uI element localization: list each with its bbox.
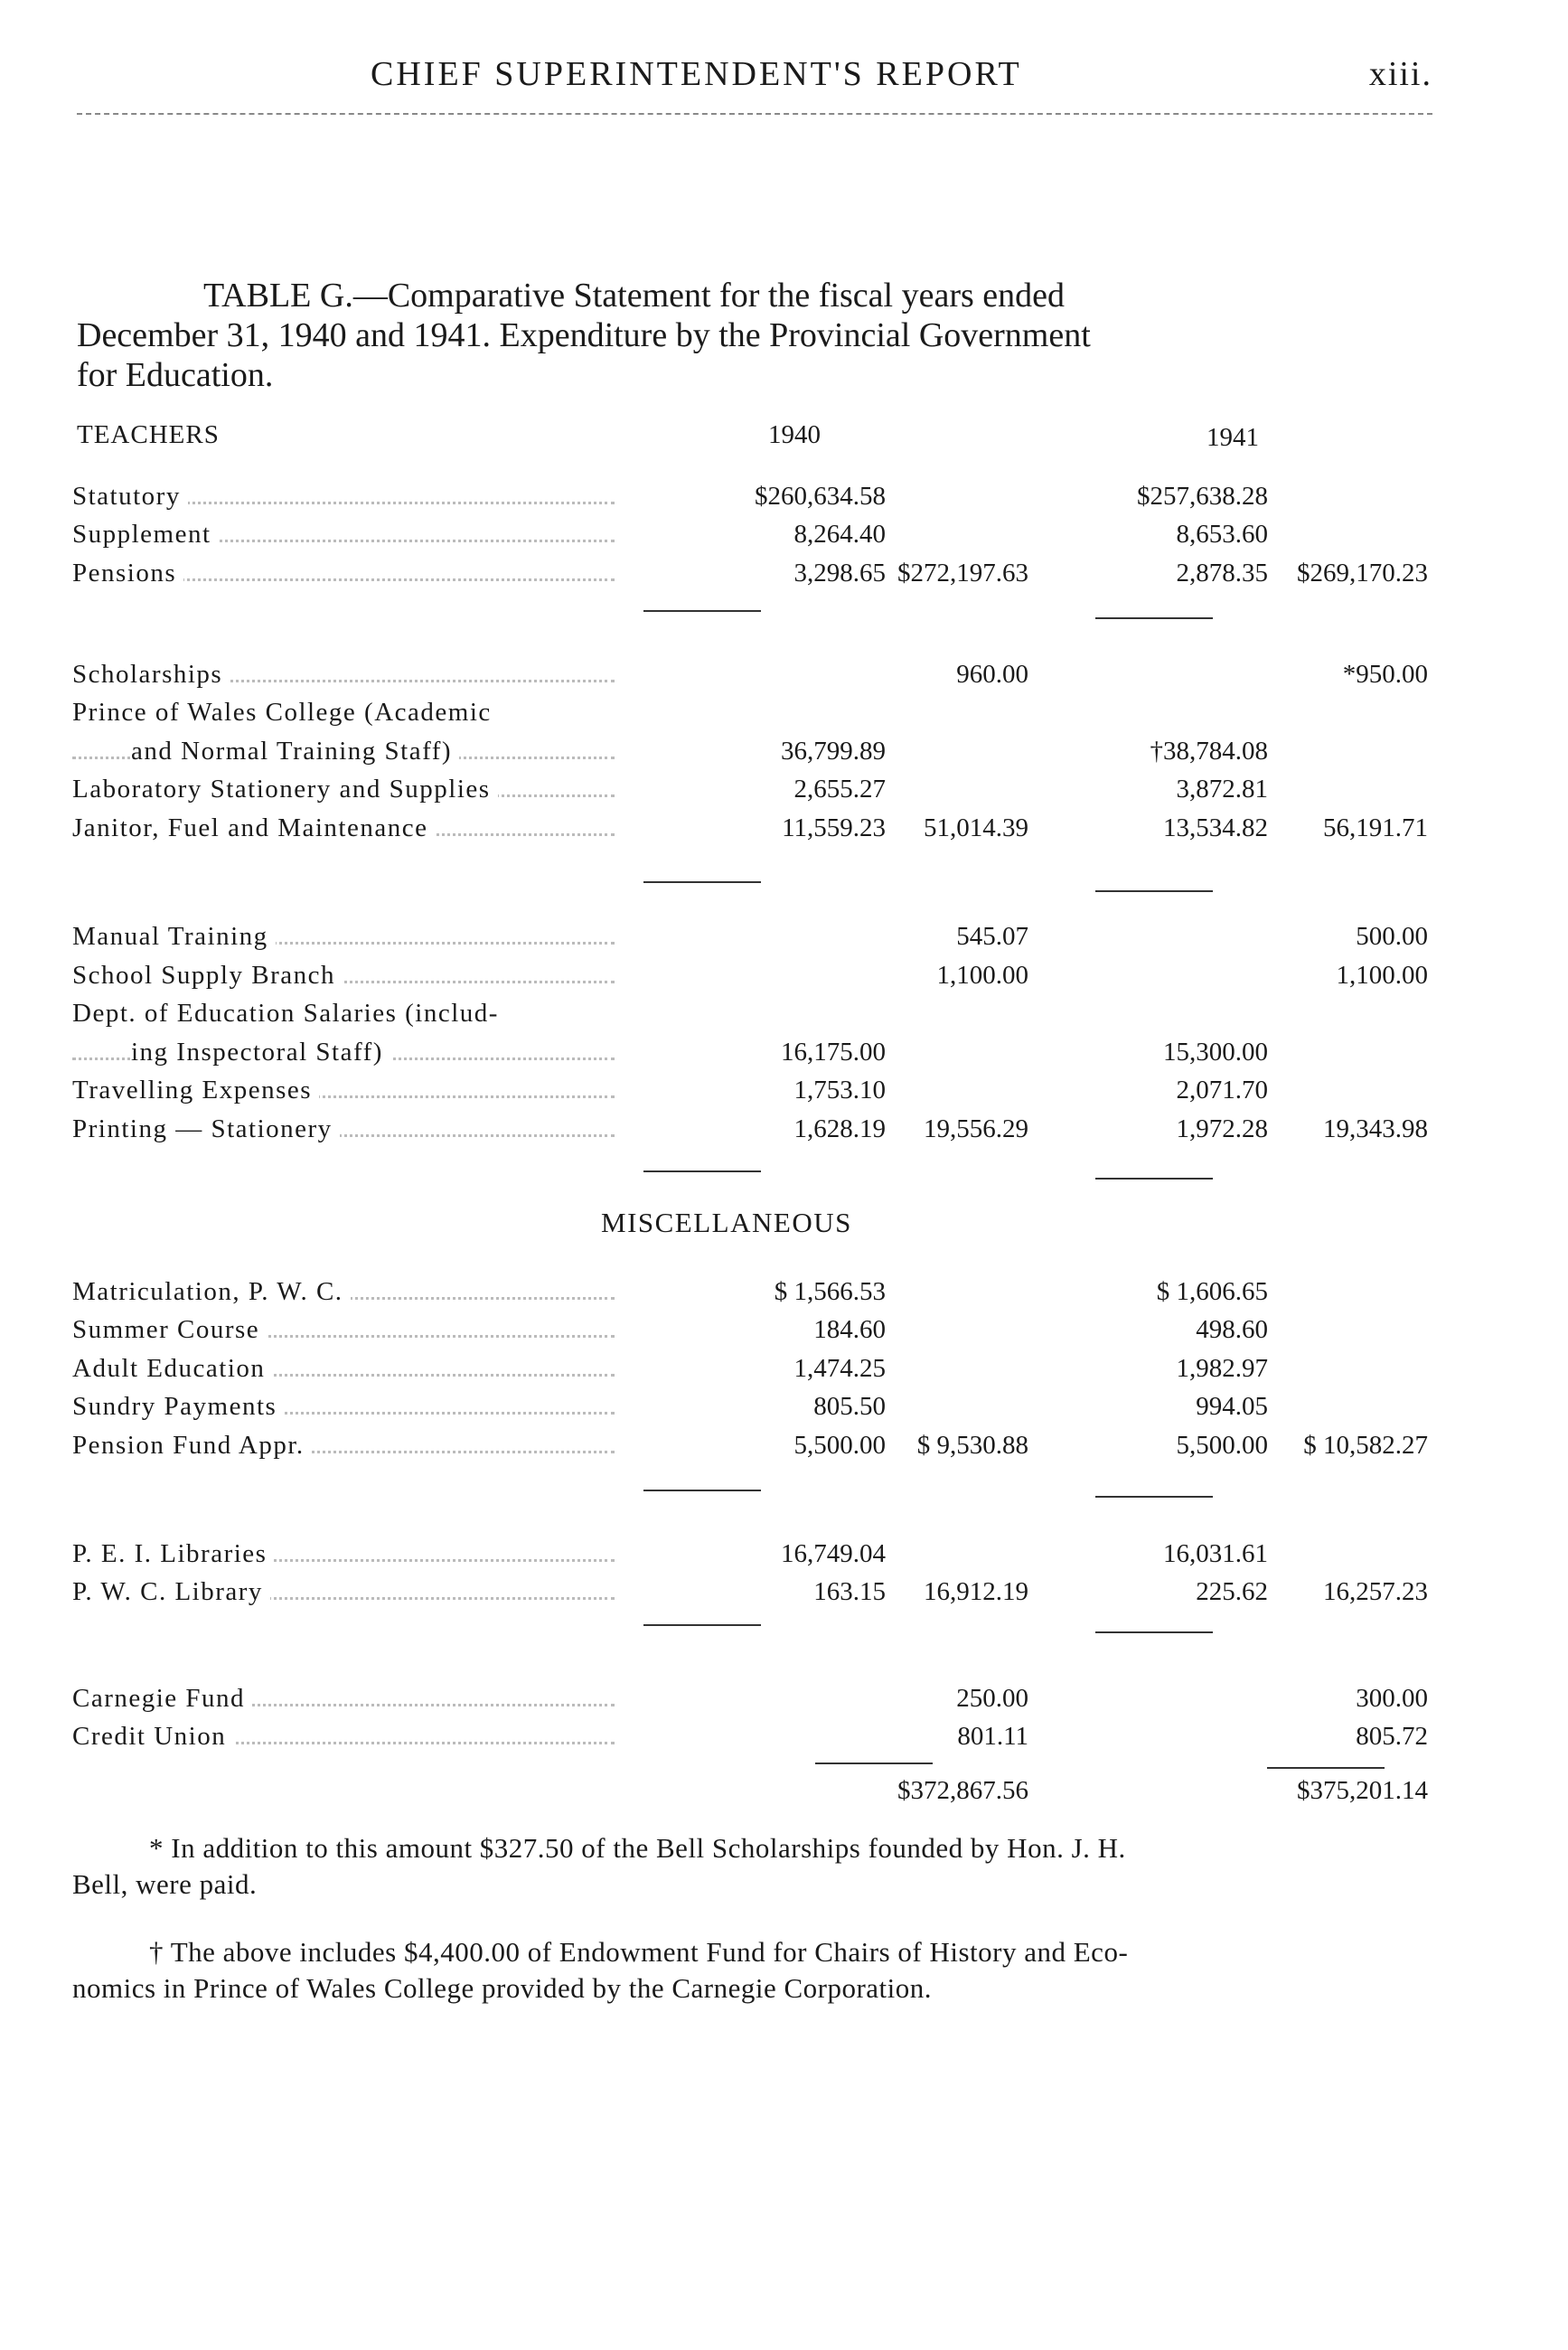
cell-c4: $ 10,582.27 bbox=[1303, 1431, 1428, 1460]
table-row bbox=[72, 775, 1446, 811]
table-row bbox=[72, 698, 1446, 734]
cell-c1: 163.15 bbox=[813, 1577, 886, 1606]
cell-c3: 8,653.60 bbox=[1176, 520, 1268, 549]
cell-c3: 2,878.35 bbox=[1176, 559, 1268, 588]
row-label bbox=[72, 813, 615, 843]
caption-line-2: December 31, 1940 and 1941. Expenditure by the Provincial Government bbox=[77, 316, 1091, 354]
row-label-text: Laboratory Stationery and Supplies bbox=[72, 775, 498, 804]
footnote-1 bbox=[72, 1830, 1419, 1903]
footnote-1-line-2: Bell, were paid. bbox=[72, 1868, 258, 1900]
row-label-text: Statutory bbox=[72, 482, 188, 511]
cell-c2: 801.11 bbox=[957, 1722, 1028, 1751]
cell-c1: $260,634.58 bbox=[755, 482, 886, 511]
cell-c4: 56,191.71 bbox=[1323, 813, 1428, 842]
row-label-text: Supplement bbox=[72, 520, 219, 549]
cell-c4: 19,343.98 bbox=[1323, 1114, 1428, 1143]
running-title: CHIEF SUPERINTENDENT'S REPORT bbox=[371, 55, 1022, 93]
table-row bbox=[72, 1315, 1446, 1351]
cell-c3: $257,638.28 bbox=[1137, 482, 1268, 511]
cell-c3: $ 1,606.65 bbox=[1156, 1277, 1268, 1306]
cell-c2: 250.00 bbox=[956, 1684, 1028, 1713]
running-head bbox=[77, 54, 1432, 99]
subtotal-rule bbox=[643, 1170, 761, 1172]
footnote-1-line-1: * In addition to this amount $327.50 of the Bell Scholarships founded by Hon. J. H. bbox=[149, 1832, 1126, 1864]
cell-c2: 545.07 bbox=[956, 922, 1028, 951]
table-row bbox=[72, 922, 1446, 958]
row-label-text: Travelling Expenses bbox=[72, 1076, 319, 1104]
row-label-text: Summer Course bbox=[72, 1315, 267, 1344]
row-label-text: Adult Education bbox=[72, 1354, 272, 1383]
subtotal-rule bbox=[1095, 890, 1213, 892]
row-label-text: Carnegie Fund bbox=[72, 1684, 252, 1713]
total-rule bbox=[1267, 1767, 1385, 1769]
table-row bbox=[72, 1577, 1446, 1613]
subtotal-rule bbox=[643, 1624, 761, 1626]
row-label-text: and Normal Training Staff) bbox=[131, 737, 459, 766]
cell-c4: 16,257.23 bbox=[1323, 1577, 1428, 1606]
cell-c1: 3,298.65 bbox=[793, 559, 886, 588]
cell-c3: 498.60 bbox=[1196, 1315, 1268, 1344]
page-number: xiii. bbox=[1368, 55, 1432, 93]
row-label bbox=[72, 1354, 615, 1384]
table-row bbox=[72, 1114, 1446, 1151]
row-label bbox=[72, 737, 615, 766]
table-row bbox=[72, 520, 1446, 556]
cell-c1: 1,628.19 bbox=[793, 1114, 886, 1143]
subtotal-rule bbox=[1095, 1178, 1213, 1180]
row-label bbox=[72, 1539, 615, 1569]
cell-c3: 225.62 bbox=[1196, 1577, 1268, 1606]
row-label-text: Dept. of Education Salaries (includ- bbox=[72, 999, 499, 1028]
table-row bbox=[72, 660, 1446, 696]
row-label bbox=[72, 1038, 615, 1067]
cell-c2: 19,556.29 bbox=[924, 1114, 1028, 1143]
cell-c4: 805.72 bbox=[1356, 1722, 1428, 1751]
cell-c3: 5,500.00 bbox=[1176, 1431, 1268, 1460]
cell-c3: 994.05 bbox=[1196, 1392, 1268, 1421]
table-row bbox=[72, 482, 1446, 518]
cell-c1: 36,799.89 bbox=[781, 737, 886, 766]
cell-c4: 1,100.00 bbox=[1336, 961, 1428, 990]
cell-c2: 960.00 bbox=[956, 660, 1028, 689]
table-row bbox=[72, 1392, 1446, 1428]
cell-c2: 51,014.39 bbox=[924, 813, 1028, 842]
row-label-text: P. W. C. Library bbox=[72, 1577, 270, 1606]
cell-c1: 1,753.10 bbox=[793, 1076, 886, 1104]
table-row bbox=[72, 1684, 1446, 1720]
row-label-text: Matriculation, P. W. C. bbox=[72, 1277, 351, 1306]
header-rule bbox=[77, 113, 1432, 115]
row-label-text: Printing — Stationery bbox=[72, 1114, 340, 1143]
subtotal-rule bbox=[1095, 1631, 1213, 1633]
cell-c2: $ 9,530.88 bbox=[916, 1431, 1028, 1460]
row-label-text: P. E. I. Libraries bbox=[72, 1539, 274, 1568]
cell-c1: 184.60 bbox=[813, 1315, 886, 1344]
column-header-1941: 1941 bbox=[1207, 423, 1259, 452]
cell-c1: 11,559.23 bbox=[782, 813, 886, 842]
table-row bbox=[72, 961, 1446, 997]
cell-c1: 805.50 bbox=[813, 1392, 886, 1421]
cell-c1: 16,175.00 bbox=[781, 1038, 886, 1067]
subtotal-rule bbox=[643, 1490, 761, 1491]
cell-c1: 16,749.04 bbox=[781, 1539, 886, 1568]
subtotal-rule bbox=[1095, 1496, 1213, 1498]
cell-c3: 3,872.81 bbox=[1176, 775, 1268, 804]
row-label bbox=[72, 775, 615, 804]
cell-c3: 15,300.00 bbox=[1163, 1038, 1268, 1067]
cell-c2: 16,912.19 bbox=[924, 1577, 1028, 1606]
row-label bbox=[72, 922, 615, 952]
row-label bbox=[72, 1577, 615, 1607]
row-label-text: ing Inspectoral Staff) bbox=[131, 1038, 390, 1067]
footnote-2-line-2: nomics in Prince of Wales College provided by the Carnegie Corporation. bbox=[72, 1972, 933, 2004]
row-label-text: Sundry Payments bbox=[72, 1392, 284, 1421]
subtotal-rule bbox=[643, 610, 761, 612]
row-label-text: Prince of Wales College (Academic bbox=[72, 698, 492, 727]
cell-c3: 16,031.61 bbox=[1163, 1539, 1268, 1568]
grand-total-row bbox=[72, 1776, 1446, 1812]
table-row bbox=[72, 737, 1446, 773]
row-label bbox=[72, 1392, 615, 1422]
column-header-1940: 1940 bbox=[768, 420, 821, 449]
cell-c1: 5,500.00 bbox=[793, 1431, 886, 1460]
cell-c3: 1,982.97 bbox=[1176, 1354, 1268, 1383]
caption-line-3: for Education. bbox=[77, 356, 274, 394]
cell-c3: 1,972.28 bbox=[1176, 1114, 1268, 1143]
cell-c2: $272,197.63 bbox=[897, 559, 1028, 588]
row-label-text: Manual Training bbox=[72, 922, 276, 951]
table-row bbox=[72, 559, 1446, 595]
row-label bbox=[72, 999, 615, 1029]
section-header-teachers: TEACHERS bbox=[77, 420, 220, 449]
table-row bbox=[72, 1076, 1446, 1112]
row-label bbox=[72, 660, 615, 690]
cell-c4: 500.00 bbox=[1356, 922, 1428, 951]
row-label-text: Janitor, Fuel and Maintenance bbox=[72, 813, 435, 842]
row-label bbox=[72, 961, 615, 991]
row-label bbox=[72, 1722, 615, 1752]
row-label bbox=[72, 698, 615, 728]
row-label bbox=[72, 1315, 615, 1345]
table-row bbox=[72, 1354, 1446, 1390]
cell-c4: $269,170.23 bbox=[1297, 559, 1428, 588]
cell-c3: 13,534.82 bbox=[1163, 813, 1268, 842]
row-label bbox=[72, 1684, 615, 1714]
table-row bbox=[72, 1277, 1446, 1313]
section-header-miscellaneous: MISCELLANEOUS bbox=[601, 1207, 852, 1238]
table-row bbox=[72, 813, 1446, 850]
table-row bbox=[72, 1038, 1446, 1074]
row-label-text: Credit Union bbox=[72, 1722, 233, 1751]
cell-c4: *950.00 bbox=[1342, 660, 1428, 689]
row-label bbox=[72, 1277, 615, 1307]
cell-c4: 300.00 bbox=[1356, 1684, 1428, 1713]
total-rule bbox=[815, 1762, 933, 1764]
footnote-2-line-1: † The above includes $4,400.00 of Endowment Fund for Chairs of History and Eco- bbox=[149, 1936, 1129, 1968]
row-label-text: Scholarships bbox=[72, 660, 230, 689]
row-label bbox=[72, 1431, 615, 1461]
cell-c1: $ 1,566.53 bbox=[774, 1277, 886, 1306]
grand-total-1940: $372,867.56 bbox=[897, 1776, 1028, 1805]
table-row bbox=[72, 1722, 1446, 1758]
table-caption bbox=[77, 276, 1432, 395]
subtotal-rule bbox=[643, 881, 761, 883]
row-label bbox=[72, 520, 615, 550]
grand-total-1941: $375,201.14 bbox=[1297, 1776, 1428, 1805]
cell-c1: 1,474.25 bbox=[793, 1354, 886, 1383]
cell-c1: 8,264.40 bbox=[793, 520, 886, 549]
footnote-2 bbox=[72, 1934, 1419, 2007]
row-label-text: School Supply Branch bbox=[72, 961, 343, 990]
row-label bbox=[72, 482, 615, 512]
row-label bbox=[72, 1076, 615, 1105]
cell-c1: 2,655.27 bbox=[793, 775, 886, 804]
table-row bbox=[72, 1539, 1446, 1575]
row-label-text: Pension Fund Appr. bbox=[72, 1431, 312, 1460]
row-label-text: Pensions bbox=[72, 559, 183, 588]
cell-c3: 2,071.70 bbox=[1176, 1076, 1268, 1104]
row-label bbox=[72, 559, 615, 588]
table-row bbox=[72, 999, 1446, 1035]
row-label bbox=[72, 1114, 615, 1144]
cell-c2: 1,100.00 bbox=[936, 961, 1028, 990]
table-row bbox=[72, 1431, 1446, 1467]
caption-line-1: TABLE G.—Comparative Statement for the fiscal years ended bbox=[203, 277, 1065, 315]
subtotal-rule bbox=[1095, 617, 1213, 619]
cell-c3: †38,784.08 bbox=[1150, 737, 1268, 766]
